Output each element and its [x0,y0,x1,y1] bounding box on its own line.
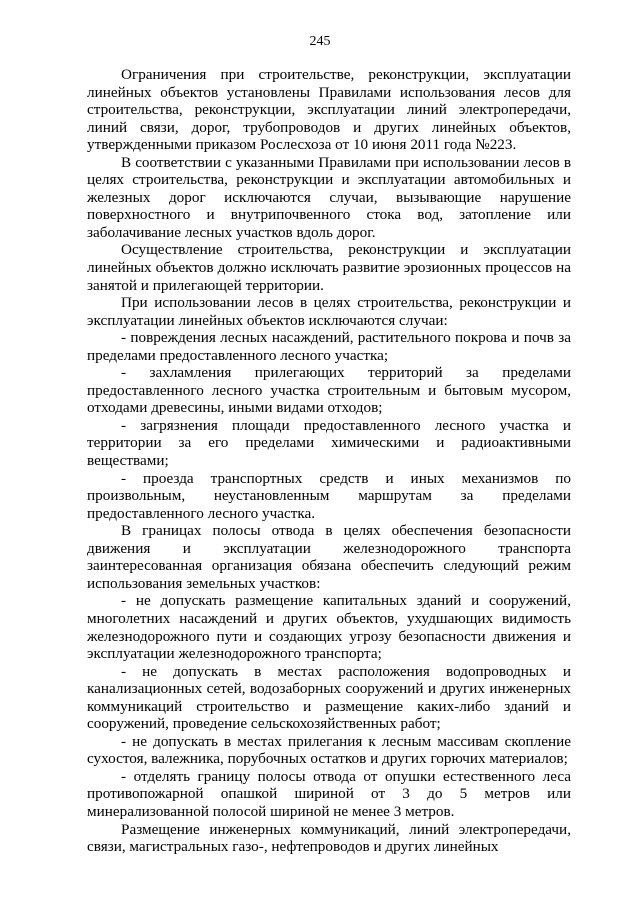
paragraph-railway-allotment: В границах полосы отвода в целях обеспечения безопасности движения и эксплуатации железнодорожного транспорта заинтересованная организация обязана обеспечить следующий режим использования земельных участков: [87,522,571,592]
page-number: 245 [309,34,331,49]
list-item-no-capital-buildings: - не допускать размещение капитальных зданий и сооружений, многолетних насаждений и других объектов, ухудшающих видимость железнодорожного пути и создающих угрозу безопасности движения и эксплуатации железнодорожного транспорта; [87,592,571,663]
list-item-pollution: - загрязнения площади предоставленного лесного участка и территории за его пределами химическими и радиоактивными веществами; [87,416,571,470]
paragraph-roads-rules: В соответствии с указанными Правилами при использовании лесов в целях строительства, реконструкции и эксплуатации автомобильных и железных дорог исключаются случаи, вызывающие нарушение поверхностного и внутрипочвенного стока вод, затопление или заболачивание лесных участков вдоль дорог. [87,153,571,241]
list-item-no-combustibles: - не допускать в местах прилегания к лесным массивам скопление сухостоя, валежника, порубочных остатков и других горючих материалов; [87,732,571,768]
list-item-littering: - захламления прилегающих территорий за пределами предоставленного лесного участка строительным и бытовым мусором, отходами древесины, иными видами отходов; [87,364,571,417]
paragraph-erosion: Осуществление строительства, реконструкции и эксплуатации линейных объектов должно исключать развитие эрозионных процессов на занятой и прилегающей территории. [87,241,571,294]
list-item-firebreak: - отделять границу полосы отвода от опушки естественного леса противопожарной опашкой шириной от 3 до 5 метров или минерализованной полосой шириной не менее 3 метров. [87,767,571,820]
list-item-no-construction-near-networks: - не допускать в местах расположения водопроводных и канализационных сетей, водозаборных сооружений и других инженерных коммуникаций строительство и размещение каких-либо зданий и сооружений, проведение сельскохозяйственных работ; [87,662,571,733]
list-item-damage: - повреждения лесных насаждений, растительного покрова и почв за пределами предоставленного лесного участка; [87,329,571,364]
list-item-vehicle-passage: - проезда транспортных средств и иных механизмов по произвольным, неустановленным маршрутам за пределами предоставленного лесного участка. [87,469,571,522]
document-body [87,66,571,856]
paragraph-engineering-networks: Размещение инженерных коммуникаций, линий электропередачи, связи, магистральных газо-, нефтепроводов и других линейных [87,820,571,856]
paragraph-restrictions-intro: Ограничения при строительстве, реконструкции, эксплуатации линейных объектов установлены Правилами использования лесов для строительства, реконструкции, эксплуатации линий электропередачи, линий связи, дорог, трубопроводов и других линейных объектов, утвержденными приказом Рослесхоза от 10 июня 2011 года №223. [87,66,571,154]
paragraph-excluded-cases-intro: При использовании лесов в целях строительства, реконструкции и эксплуатации линейных объектов исключаются случаи: [87,294,571,329]
